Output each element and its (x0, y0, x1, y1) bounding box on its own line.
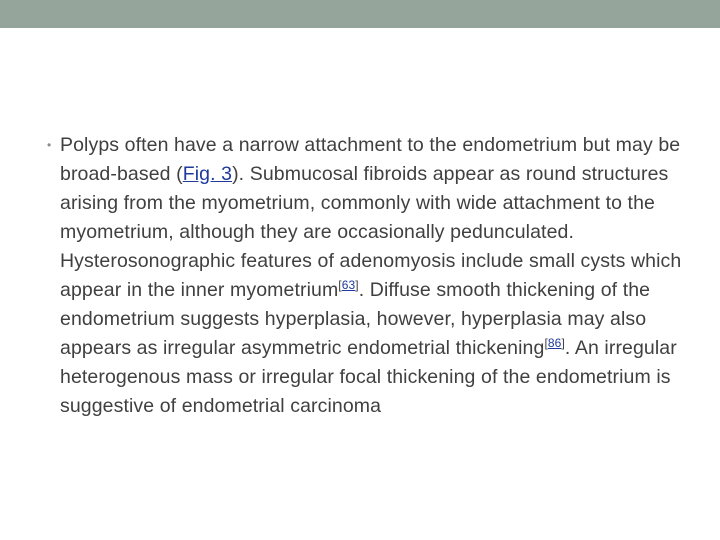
reference-63: [63] (338, 278, 359, 292)
reference-63-link[interactable]: 63 (341, 278, 356, 292)
paragraph-text-3: . Diffuse smooth thickening of the endometrium suggests hyperplasia, however, hyperplasia may also appears as irregular asymmetric endometrial thickening (60, 279, 651, 359)
reference-86: [86] (544, 336, 565, 350)
bullet-marker: • (47, 138, 52, 152)
reference-86-link[interactable]: 86 (547, 336, 562, 350)
paragraph-text-2: ). Submucosal fibroids appear as round structures arising from the myometrium, commonly with wide attachment to the myometrium, although they are occasionally pedunculated. Hysterosonographic features of adenomyosis include small cysts which appear in the inner myometrium (60, 163, 682, 301)
slide-content (44, 131, 684, 421)
figure-link[interactable]: Fig. 3 (182, 163, 233, 185)
bullet-paragraph (60, 131, 684, 421)
paragraph-text-4: . An irregular heterogenous mass or irregular focal thickening of the endometrium is suggestive of endometrial carcinoma (60, 337, 677, 417)
paragraph-text-1: Polyps often have a narrow attachment to the endometrium but may be broad-based ( (60, 134, 681, 185)
bullet-item (44, 131, 684, 421)
slide-header-bar (0, 0, 720, 28)
